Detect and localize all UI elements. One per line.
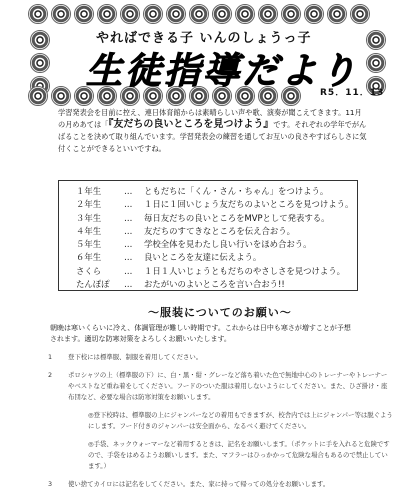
dress-code-list: [48, 352, 393, 497]
goal-dots: …: [124, 225, 133, 236]
goal-dots: …: [124, 199, 133, 210]
goal-text: 毎日友だちの良いところをMVPとして発表する。: [144, 212, 330, 223]
goal-dots: …: [124, 265, 133, 276]
goal-text: １日に１回いじょう友だちのよいところを見つけよう。: [144, 199, 354, 210]
goal-dots: …: [124, 279, 133, 290]
item-text: ポロシャツの上（標準服の下）に、白・黒・紺・グレーなど落ち着いた色で無地中心のトレーナーやトレーナーやベストなど重ね着をしてください。フードのついた服は着用しないようにしてください。また、ひざ掛け・座布団など、必要な場合は防寒対策をお願いします。: [68, 371, 388, 401]
goal-text: 友だちのすてきなところを伝え合おう。: [144, 225, 296, 236]
section-heading: ～服装についてのお願い～: [148, 306, 292, 319]
item-number: 2: [48, 371, 53, 379]
goal-grade: ２年生: [76, 199, 102, 210]
list-item: [48, 479, 393, 490]
section-lead: [50, 323, 380, 345]
goal-row: [76, 212, 353, 225]
intro-line-2-pre: の月めあては「: [58, 120, 109, 129]
intro-line-3: ばることを決めて取り組んでいます。学習発表会の練習を通してお互いの良さやすばらしさに気: [58, 132, 367, 141]
goal-grade: ４年生: [76, 225, 102, 236]
intro-line-4: 付くことができるといいですね。: [58, 144, 166, 153]
goal-grade: １年生: [76, 186, 102, 196]
intro-line-1: 学習発表会を目前に控え、連日体育館からは素晴らしい声や歌、演奏が聞こえてきます。11月: [58, 108, 362, 117]
intro-line-2-post: です。それぞれの学年でがん: [273, 120, 367, 129]
goal-text: 良いところを友達に伝えよう。: [144, 252, 262, 263]
goal-grade: さくら: [76, 265, 102, 276]
section-lead-line-2: されます。適切な防寒対策をよろしくお願いいたします。: [50, 335, 231, 343]
header-subtitle: やればできる子 いんのしょうっ子: [96, 31, 312, 46]
flower-border-top: [28, 4, 370, 24]
goal-row: [76, 265, 353, 278]
goal-text: 学校全体を見わたし良い行いをほめ合おう。: [144, 239, 312, 250]
goal-row: [76, 225, 353, 238]
monthly-goal-highlight: 『友だちの良いところを見つけよう』: [108, 119, 274, 130]
goal-row: [76, 251, 353, 264]
goal-grade: ５年生: [76, 239, 102, 250]
goal-grade: たんぽぽ: [76, 279, 110, 290]
goal-row: [76, 198, 353, 211]
goal-row: [76, 185, 353, 198]
goal-grade: ６年生: [76, 252, 102, 263]
note-item: ◎手袋、ネックウォーマーなど着用するときは、記名をお願いします。（ポケットに手を入れると危険ですので、手袋をはめるようお願いします。また、マフラーはひっかかって危険な場合もあるので禁止しています。）: [88, 440, 390, 470]
goal-text: ともだちに「くん・さん・ちゃん」をつけよう。: [144, 186, 329, 196]
goal-dots: …: [124, 212, 133, 223]
item-text: 使い捨てカイロには記名をしてください。また、家に持って帰っての処分をお願いします。: [68, 480, 330, 488]
goal-row: [76, 278, 353, 291]
goal-dots: …: [124, 239, 133, 250]
intro-paragraph: [58, 107, 378, 155]
goal-dots: …: [124, 252, 133, 263]
issue-date: R5．11．13: [320, 88, 385, 98]
list-item: [48, 352, 393, 363]
goal-grade: ３年生: [76, 212, 102, 223]
intro-line-2: [58, 119, 378, 131]
note-item: ◎登下校時は、標準服の上にジャンパーなどの着用もできますが、校舎内では上にジャンパー等は脱ぐようにします。フード付きのジャンパーは安全面から、なるべく避けてください。: [88, 411, 393, 430]
item-number: 3: [48, 480, 53, 488]
goal-text: １日１人いじょうともだちのやさしさを見つけよう。: [144, 265, 345, 276]
item-text: 登下校には標準服、制服を着用してください。: [68, 353, 203, 361]
goal-text: おたがいのよいところを言い合おう!!: [144, 279, 285, 290]
item-number: 1: [48, 353, 53, 361]
page-title: 生徒指導だより: [86, 51, 360, 92]
goal-row: [76, 238, 353, 251]
section-lead-line-1: 朝晩は寒いくらいに冷え、体調管理が難しい時期です。これからは日中も寒さが増すことが予想: [50, 324, 351, 332]
list-item: [48, 370, 393, 403]
grade-goals-list: [76, 185, 353, 291]
goal-dots: …: [124, 186, 133, 196]
